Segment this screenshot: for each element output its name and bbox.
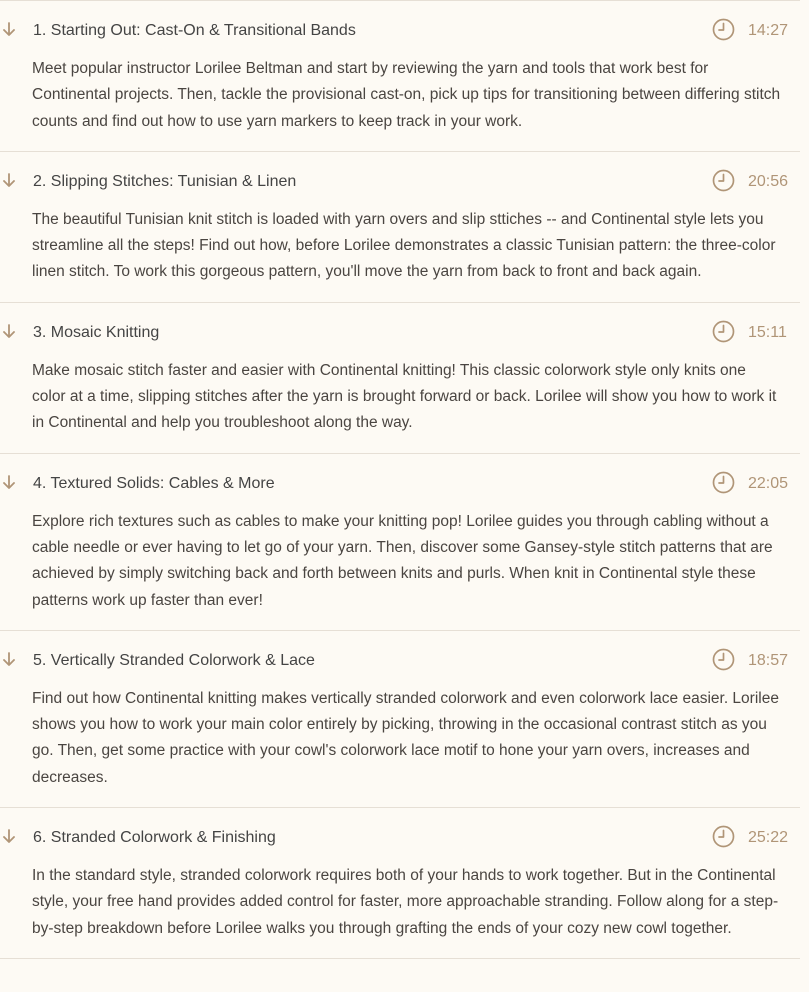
lesson-duration: 22:05 xyxy=(748,474,789,492)
lesson-header[interactable] xyxy=(0,631,800,678)
lesson-duration: 18:57 xyxy=(748,651,789,669)
clock-icon xyxy=(712,18,735,41)
lesson-header[interactable] xyxy=(0,454,800,501)
arrow-down-icon[interactable] xyxy=(3,173,15,188)
lesson-duration: 20:56 xyxy=(748,172,789,190)
lesson-title[interactable]: 4. Textured Solids: Cables & More xyxy=(33,474,275,492)
lesson-item-1 xyxy=(0,0,800,152)
lesson-header[interactable] xyxy=(0,303,800,350)
arrow-down-icon[interactable] xyxy=(3,324,15,339)
lesson-description: The beautiful Tunisian knit stitch is loaded with yarn overs and slip sttiches -- and Continental style lets you streamline all the steps! Find out how, before Lorilee demonstrates a classic Tunisian pattern: the three-color linen stitch. To work this gorgeous pattern, you'll move the yarn from back to front and back again. xyxy=(32,210,776,281)
lesson-title[interactable]: 2. Slipping Stitches: Tunisian & Linen xyxy=(33,172,297,190)
lesson-title[interactable]: 3. Mosaic Knitting xyxy=(33,323,160,341)
clock-icon xyxy=(712,320,735,343)
lesson-description: Explore rich textures such as cables to make your knitting pop! Lorilee guides you through cabling without a cable needle or ever having to let go of your yarn. Then, discover some Gansey-style stitch patterns that are achieved by simply switching back and forth between knits and purls. When knit in Continental style these patterns work up faster than ever! xyxy=(32,512,773,609)
lesson-header[interactable] xyxy=(0,808,800,855)
lesson-duration: 14:27 xyxy=(748,22,789,39)
lesson-description: In the standard style, stranded colorwork requires both of your hands to work together. But in the Continental style, your free hand provides added control for faster, more approachable stranding. Follow along for a step-by-step breakdown before Lorilee walks you through grafting the ends of your cozy new cowl together. xyxy=(32,867,779,937)
lesson-item-2 xyxy=(0,152,800,303)
lesson-item-3 xyxy=(0,303,800,454)
lesson-description: Meet popular instructor Lorilee Beltman and start by reviewing the yarn and tools that work best for Continental projects. Then, tackle the provisional cast-on, pick up tips for transitioning between differing stitch counts and find out how to use yarn markers to keep track in your work. xyxy=(32,60,781,130)
lesson-header[interactable] xyxy=(0,152,800,199)
lesson-description: Find out how Continental knitting makes vertically stranded colorwork and even colorwork lace easier. Lorilee shows you how to work your main color entirely by picking, throwing in the occasional contrast stitch as you go. Then, get some practice with your cowl's colorwork lace motif to hone your yarn overs, increases and decreases. xyxy=(32,689,779,786)
arrow-down-icon[interactable] xyxy=(3,22,15,37)
clock-icon xyxy=(712,169,735,192)
clock-icon xyxy=(712,471,735,494)
clock-icon xyxy=(712,825,735,848)
lesson-item-5 xyxy=(0,631,800,808)
arrow-down-icon[interactable] xyxy=(3,475,15,490)
lesson-header[interactable] xyxy=(0,1,800,48)
arrow-down-icon[interactable] xyxy=(3,652,15,667)
lesson-title[interactable]: 5. Vertically Stranded Colorwork & Lace xyxy=(33,651,315,669)
lesson-item-4 xyxy=(0,454,800,631)
lesson-item-6 xyxy=(0,808,800,959)
arrow-down-icon[interactable] xyxy=(3,829,15,844)
clock-icon xyxy=(712,648,735,671)
lesson-title[interactable]: 1. Starting Out: Cast-On & Transitional Bands xyxy=(33,22,356,39)
lesson-title[interactable]: 6. Stranded Colorwork & Finishing xyxy=(33,829,276,847)
lesson-duration: 15:11 xyxy=(748,323,787,341)
lesson-duration: 25:22 xyxy=(748,829,789,847)
lesson-description: Make mosaic stitch faster and easier with Continental knitting! This classic colorwork style only knits one color at a time, slipping stitches after the yarn is brought forward or back. Lorilee will show you how to work it in Continental and help you troubleshoot along the way. xyxy=(32,361,777,432)
